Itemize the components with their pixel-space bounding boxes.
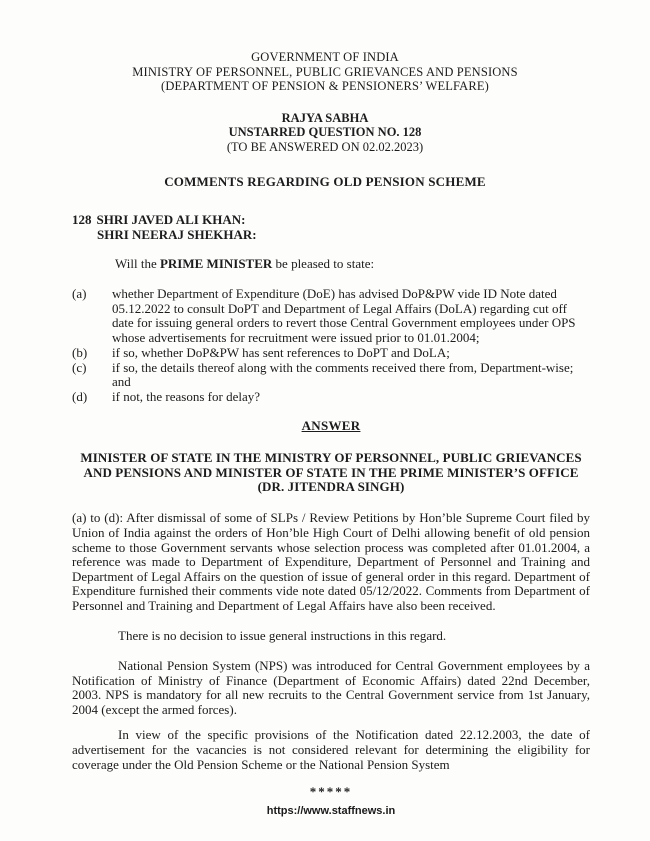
- members-block: [72, 212, 590, 242]
- member-name-1: SHRI JAVED ALI KHAN:: [96, 212, 246, 227]
- minister-designation: [72, 451, 590, 496]
- house-name: RAJYA SABHA: [281, 110, 369, 125]
- answer-paragraph-4: In view of the specific provisions of the Notification dated 22.12.2003, the date of advertisement for the vacancies is not considered relevant for determining the eligibility for coverage under the Old Pension Scheme or the National Pension System: [72, 727, 590, 772]
- preamble-suffix: be pleased to state:: [272, 256, 375, 271]
- question-item-label: (c): [72, 359, 87, 375]
- question-item-label: (b): [72, 344, 88, 360]
- source-url[interactable]: https://www.staffnews.in: [266, 805, 396, 818]
- question-number-line: UNSTARRED QUESTION NO. 128: [228, 125, 422, 139]
- header-line-country: GOVERNMENT OF INDIA: [251, 50, 399, 64]
- document-body: [72, 212, 590, 817]
- question-item-label: (d): [72, 388, 88, 404]
- question-items: [72, 287, 590, 405]
- preamble-prefix: Will the: [115, 256, 160, 271]
- minister-designation-line-3: (DR. JITENDRA SINGH): [257, 479, 405, 495]
- question-item-text: if so, whether DoP&PW has sent references to DoPT and DoLA;: [112, 344, 450, 360]
- answer-heading: ANSWER: [301, 417, 361, 433]
- minister-designation-line-1: MINISTER OF STATE IN THE MINISTRY OF PERSONNEL, PUBLIC GRIEVANCES: [80, 449, 582, 465]
- answer-paragraph-2: There is no decision to issue general instructions in this regard.: [118, 627, 447, 643]
- answer-paragraph-3: National Pension System (NPS) was introduced for Central Government employees by a Notification of Ministry of Finance (Department of Economic Affairs) dated 22nd December, 2003. NPS is mandatory for all new recruits to the Central Government service from 1st January, 2004 (except the armed forces).: [72, 658, 590, 717]
- question-item-text: if so, the details thereof along with the comments received there from, Department-wise; and: [112, 359, 574, 390]
- gov-header: [0, 0, 650, 94]
- answer-date-line: (TO BE ANSWERED ON 02.02.2023): [226, 139, 424, 154]
- question-item-c: [72, 361, 590, 390]
- question-preamble: [115, 256, 590, 272]
- session-block: [0, 111, 650, 155]
- minister-designation-line-2: AND PENSIONS AND MINISTER OF STATE IN THE PRIME MINISTER’S OFFICE: [83, 464, 579, 480]
- question-item-b: [72, 346, 590, 361]
- header-line-department: (DEPARTMENT OF PENSION & PENSIONERS’ WELFARE): [161, 79, 489, 93]
- question-number: 128: [72, 212, 92, 227]
- question-item-a: [72, 287, 590, 346]
- question-item-d: [72, 390, 590, 405]
- answer-paragraph-1: (a) to (d): After dismissal of some of SLPs / Review Petitions by Hon’ble Supreme Court filed by Union of India against the orders of Hon’ble High Court of Delhi allowing benefit of old pension scheme to those Government servants whose selection process was completed after 01.01.2004, a reference was made to Department of Expenditure, Department of Personnel and Training and Department of Legal Affairs on the question of issue of general order in this regard. Department of Expenditure furnished their comments vide note dated 05/12/2022. Comments from Department of Personnel and Training and Department of Legal Affairs have also been received.: [72, 510, 590, 613]
- question-item-text: whether Department of Expenditure (DoE) has advised DoP&PW vide ID Note dated 05.12.2022 to consult DoPT and Department of Legal Affairs (DoLA) regarding cut off date for issuing general orders to revert those Central Government employees under OPS whose advertisements for recruitment were issued prior to 01.01.2004;: [112, 286, 576, 346]
- separator-stars: *****: [309, 784, 353, 800]
- question-item-label: (a): [72, 286, 87, 301]
- subject-title: COMMENTS REGARDING OLD PENSION SCHEME: [164, 174, 486, 189]
- preamble-minister-name: PRIME MINISTER: [159, 256, 273, 271]
- question-item-text: if not, the reasons for delay?: [112, 388, 261, 404]
- member-name-2: SHRI NEERAJ SHEKHAR:: [97, 227, 257, 242]
- members-line-1: [72, 212, 590, 227]
- header-line-ministry: MINISTRY OF PERSONNEL, PUBLIC GRIEVANCES AND PENSIONS: [132, 64, 518, 79]
